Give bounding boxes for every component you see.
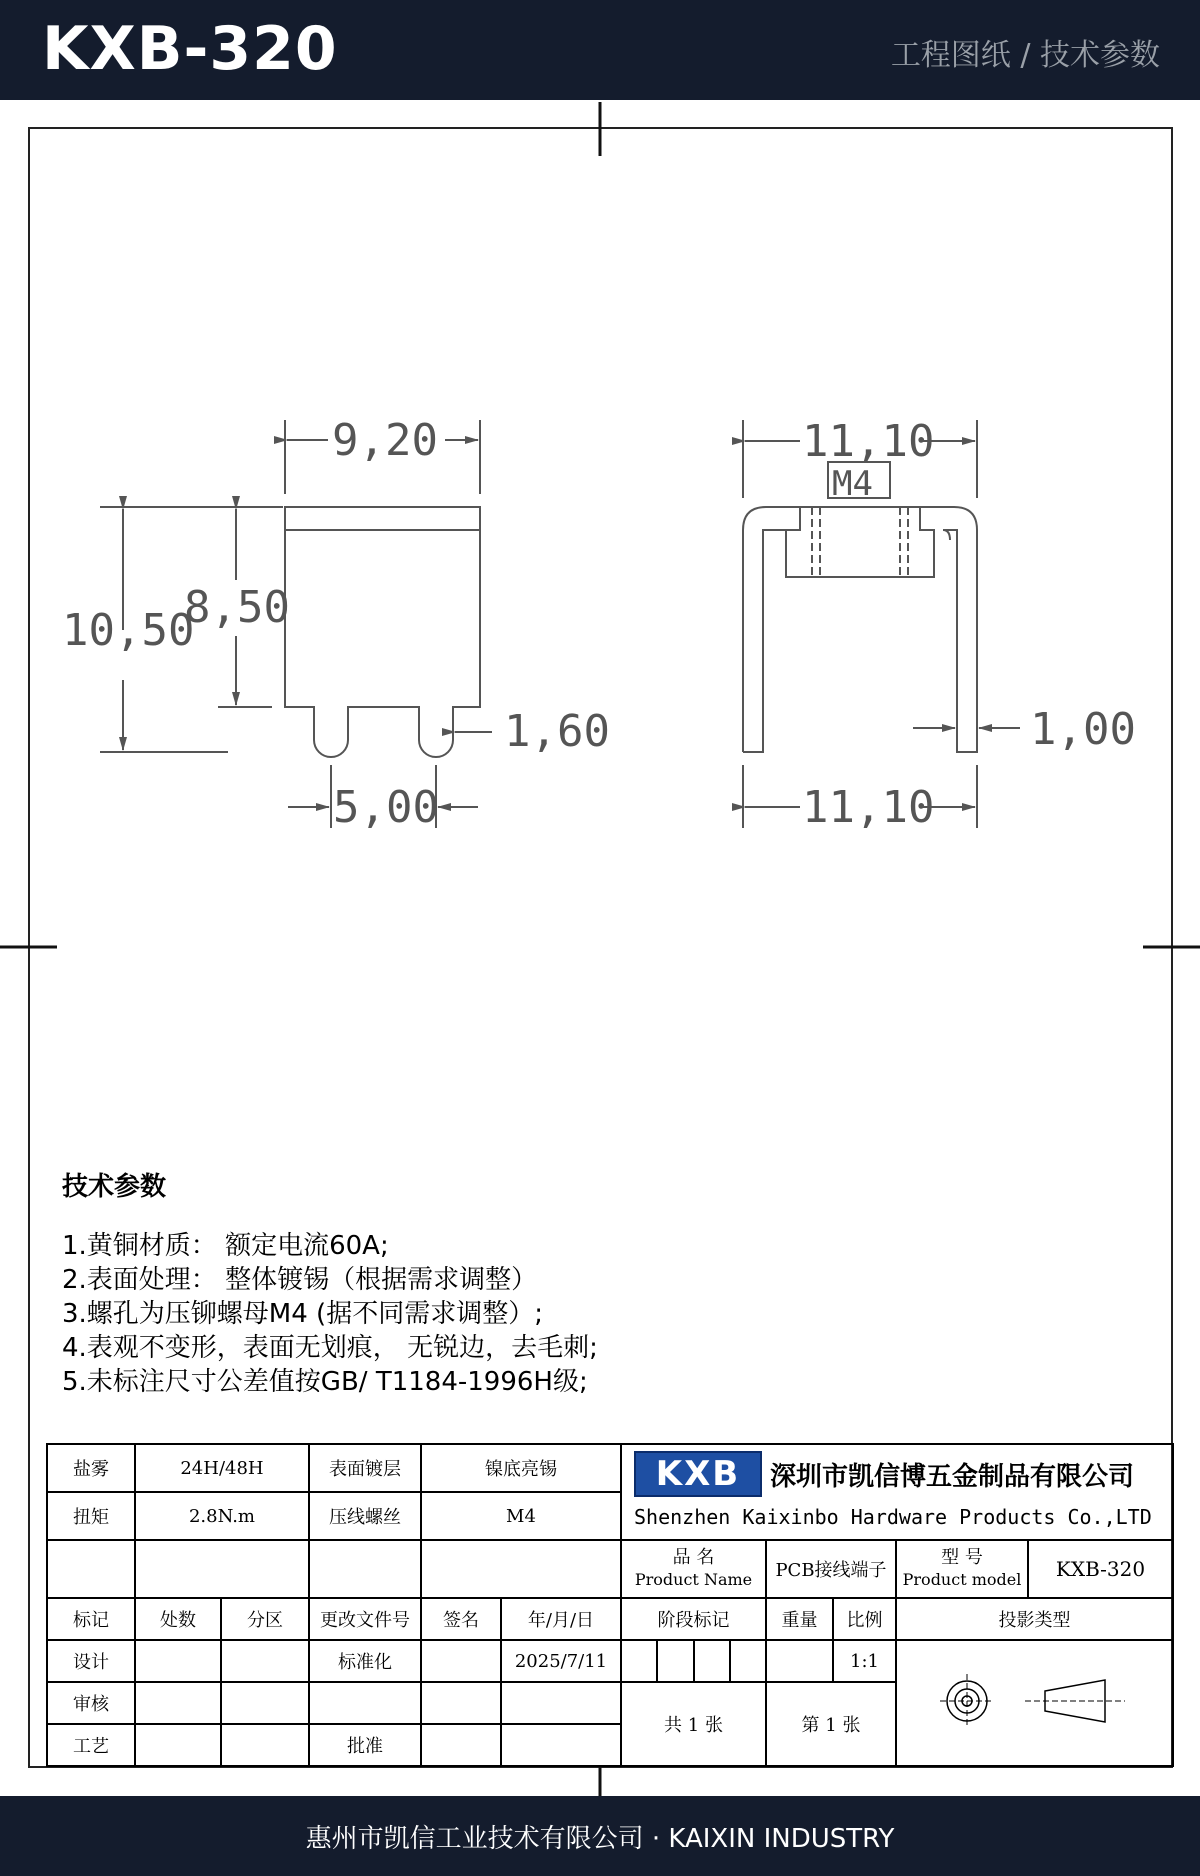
footer-bar: [0, 1796, 1200, 1876]
salt-label: 盐雾: [47, 1444, 135, 1492]
torque-label: 扭矩: [47, 1492, 135, 1540]
header-bar: [0, 0, 1200, 100]
screw-label: 压线螺丝: [309, 1492, 421, 1540]
side-view: [743, 420, 1020, 828]
blank-cell: [221, 1640, 309, 1682]
stage-cells: [621, 1640, 766, 1682]
dim-front-pitch: 5,00: [333, 782, 439, 833]
blank-cell: [421, 1724, 501, 1766]
sheet-number: 第 1 张: [766, 1682, 896, 1766]
projection-icon: [935, 1666, 1135, 1736]
spec-item: 3.螺孔为压铆螺母M4 (据不同需求调整）;: [62, 1299, 543, 1329]
dim-front-height-body: 8,50: [184, 582, 290, 633]
blank-cell: [309, 1682, 421, 1724]
dim-side-width-bottom: 11,10: [802, 782, 935, 833]
blank-cell: [221, 1724, 309, 1766]
design-label: 设计: [47, 1640, 135, 1682]
product-model-cell: [896, 1540, 1173, 1598]
product-model-label: [897, 1541, 1029, 1597]
blank-cell: [221, 1682, 309, 1724]
product-model-cn: 型 号: [941, 1547, 983, 1568]
product-name-label: [621, 1540, 766, 1598]
blank-cell: [421, 1640, 501, 1682]
scale-value: 1:1: [833, 1640, 896, 1682]
company-name-cn: 深圳市凯信博五金制品有限公司: [770, 1461, 1135, 1492]
product-name-en: Product Name: [634, 1570, 753, 1589]
weight-label: 重量: [766, 1598, 833, 1640]
blank-cell: [47, 1540, 135, 1598]
date-value: 2025/7/11: [501, 1640, 621, 1682]
dim-front-slot: 1,60: [504, 706, 610, 757]
stage-label: 阶段标记: [621, 1598, 766, 1640]
salt-value: 24H/48H: [135, 1444, 309, 1492]
dim-side-thickness: 1,00: [1030, 704, 1136, 755]
blank-cell: [135, 1540, 309, 1598]
zone-label: 分区: [221, 1598, 309, 1640]
product-name-value: PCB接线端子: [766, 1540, 896, 1598]
company-name-en: Shenzhen Kaixinbo Hardware Products Co.,LTD: [634, 1505, 1152, 1529]
spec-item: 4.表观不变形，表面无划痕， 无锐边，去毛刺;: [62, 1333, 598, 1363]
dim-side-thread: M4: [832, 464, 873, 504]
company-logo: KXB: [634, 1451, 762, 1497]
review-label: 审核: [47, 1682, 135, 1724]
blank-cell: [309, 1540, 421, 1598]
side-view-dimensions: [802, 416, 1136, 833]
blank-cell: [135, 1682, 221, 1724]
blank-cell: [421, 1540, 621, 1598]
total-sheets: 共 1 张: [621, 1682, 766, 1766]
scale-label: 比例: [833, 1598, 896, 1640]
blank-cell: [501, 1682, 621, 1724]
plating-label: 表面镀层: [309, 1444, 421, 1492]
product-name-cn: 品 名: [672, 1547, 715, 1568]
standard-label: 标准化: [309, 1640, 421, 1682]
dim-front-width: 9,20: [332, 415, 438, 466]
spec-title: 技术参数: [62, 1172, 167, 1202]
spec-item: 2.表面处理： 整体镀锡（根据需求调整）: [62, 1265, 538, 1295]
dim-side-width-top: 11,10: [802, 416, 935, 467]
blank-cell: [501, 1724, 621, 1766]
blank-cell: [135, 1640, 221, 1682]
torque-value: 2.8N.m: [135, 1492, 309, 1540]
page-title: KXB-320: [42, 14, 338, 84]
projection-label: 投影类型: [896, 1598, 1173, 1640]
page-subtitle: 工程图纸 / 技术参数: [890, 38, 1160, 73]
spec-item: 5.未标注尺寸公差值按GB/ T1184-1996H级;: [62, 1367, 588, 1397]
dim-front-height-total: 10,50: [62, 605, 195, 656]
front-view-dimensions: [62, 415, 610, 833]
product-model-en: Product model: [902, 1570, 1022, 1589]
blank-cell: [421, 1682, 501, 1724]
approve-label: 批准: [309, 1724, 421, 1766]
date-label: 年/月/日: [501, 1598, 621, 1640]
product-model-value: KXB-320: [1055, 1557, 1146, 1581]
mark-label: 标记: [47, 1598, 135, 1640]
process-label: 工艺: [47, 1724, 135, 1766]
spec-item: 1.黄铜材质： 额定电流60A;: [62, 1231, 389, 1261]
spec-section: [62, 1166, 962, 1399]
count-label: 处数: [135, 1598, 221, 1640]
footer-text: 惠州市凯信工业技术有限公司 · KAIXIN INDUSTRY: [305, 1824, 895, 1854]
title-block: [46, 1443, 1174, 1767]
sign-label: 签名: [421, 1598, 501, 1640]
projection-symbol: [896, 1640, 1173, 1766]
screw-value: M4: [421, 1492, 621, 1540]
company-block: [621, 1444, 1173, 1540]
blank-cell: [135, 1724, 221, 1766]
blank-cell: [766, 1640, 833, 1682]
change-doc-label: 更改文件号: [309, 1598, 421, 1640]
plating-value: 镍底亮锡: [421, 1444, 621, 1492]
